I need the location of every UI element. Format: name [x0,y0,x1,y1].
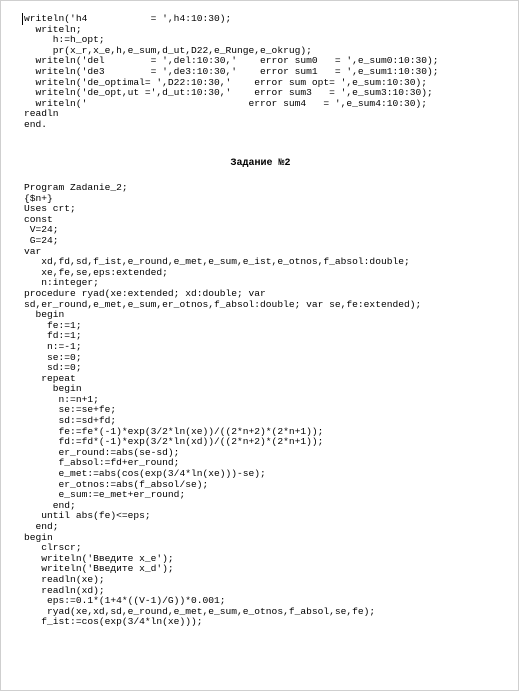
code-line: readln(xd); [24,584,105,596]
code-line: fe:=1; [24,319,82,331]
code-line: pr(x_r,x_e,h,e_sum,d_ut,D22,e_Runge,e_okrug); [24,44,312,56]
code-line: se:=0; [24,351,82,363]
code-line: readln(xe); [24,573,105,585]
code-line: readln [24,108,59,120]
code-line: writeln; [24,23,82,35]
code-line: writeln('del = ',del:10:30,' error sum0 = ',e_sum0:10:30); [24,55,439,67]
code-line: G=24; [24,234,59,246]
code-line: er_round:=abs(se-sd); [24,446,180,458]
code-line: sd:=sd+fd; [24,415,117,427]
code-block-main [24,183,421,628]
code-line: er_otnos:=abs(f_absol/se); [24,478,209,490]
code-line: fd:=fd*(-1)*exp(3/2*ln(xd))/((2*n+2)*(2*n+1)); [24,436,324,448]
code-line: n:=n+1; [24,393,99,405]
code-line: begin [24,383,82,395]
code-line: sd:=0; [24,362,82,374]
code-line: const [24,213,53,225]
code-line: writeln('Введите x_e'); [24,552,174,564]
code-line: fd:=1; [24,330,82,342]
code-line: writeln('Введите x_d'); [24,563,174,575]
code-line: ryad(xe,xd,sd,e_round,e_met,e_sum,e_otnos,f_absol,se,fe); [24,605,376,617]
code-line: V=24; [24,224,59,236]
code-line: n:=-1; [24,340,82,352]
code-block-top [24,14,439,131]
code-line: begin [24,531,53,543]
code-line: end; [24,521,59,532]
code-line: h:=h_opt; [24,34,105,46]
code-line: until abs(fe)<=eps; [24,510,151,522]
code-line: writeln('de_optimal= ',D22:10:30,' error sum opt= ',e_sum:10:30); [24,76,428,88]
code-line: begin [24,309,65,321]
code-line: end; [24,499,76,511]
text-cursor [22,13,23,25]
code-line: e_met:=abs(cos(exp(3/4*ln(xe)))-se); [24,468,266,480]
code-line: writeln(' error sum4 = ',e_sum4:10:30); [24,97,428,109]
section-heading: Задание №2 [230,158,291,169]
code-line: Program Zadanie_2; [24,182,128,193]
code-line: xe,fe,se,eps:extended; [24,266,168,278]
code-line: clrscr; [24,542,82,554]
code-line: var [24,245,42,257]
code-line: writeln('h4 = ',h4:10:30); [24,13,232,24]
code-line: sd,er_round,e_met,e_sum,er_otnos,f_absol:double; var se,fe:extended); [24,298,422,310]
code-line: end. [24,118,48,130]
code-line: writeln('de_opt,ut =',d_ut:10:30,' error sum3 = ',e_sum3:10:30); [24,87,433,99]
code-line: repeat [24,372,76,384]
code-line: f_absol:=fd+er_round; [24,457,180,469]
code-line: writeln('de3 = ',de3:10:30,' error sum1 = ',e_sum1:10:30); [24,65,439,77]
code-line: se:=se+fe; [24,404,117,416]
code-line: Uses crt; [24,203,76,215]
code-line: {$n+} [24,192,53,204]
code-line: xd,fd,sd,f_ist,e_round,e_met,e_sum,e_ist,e_otnos,f_absol:double; [24,256,410,268]
code-line: procedure ryad(xe:extended; xd:double; var [24,287,266,299]
code-line: n:integer; [24,277,99,289]
code-line: fe:=fe*(-1)*exp(3/2*ln(xe))/((2*n+2)*(2*n+1)); [24,425,324,437]
code-line: eps:=0.1*(1+4*((V-1)/G))*0.001; [24,595,226,607]
code-line: f_ist:=cos(exp(3/4*ln(xe))); [24,616,203,628]
code-line: e_sum:=e_met+er_round; [24,489,186,501]
